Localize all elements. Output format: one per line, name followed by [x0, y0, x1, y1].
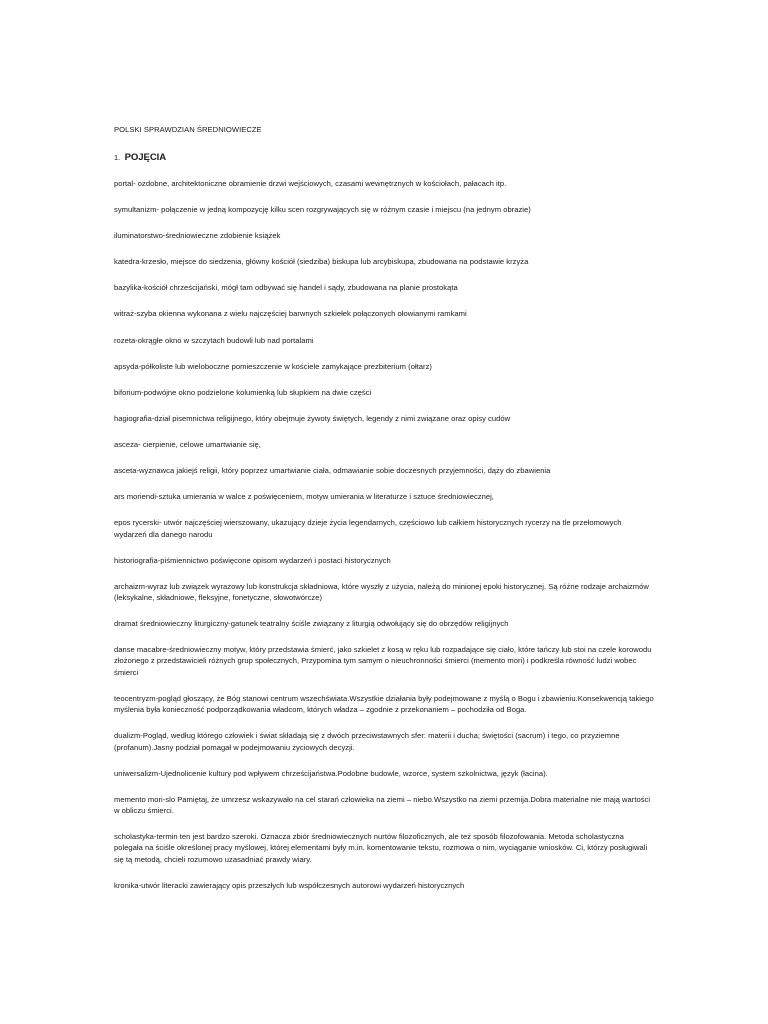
- definition-hagiografia: hagiografia-dział pisemnictwa religijnego, który obejmuje żywoty świętych, legendy z nimi związane oraz opisy cudów: [114, 413, 511, 423]
- definition-memento-mori: memento mori-slo Pamiętaj, że umrzesz wskazywało na cel starań człowieka na ziemi – niebo.Wszystko na ziemi przemija.Dobra materialne nie mają wartości w obliczu śmierci.: [114, 794, 651, 816]
- definition-dualizm: dualizm-Pogląd, według którego człowiek i świat składają się z dwóch przeciwstawnych sfer: materii i ducha; świętości (sacrum) i tego, co przyziemne (profanum).Jasny podział pomagał w podejmowaniu życiowych decyzji.: [114, 731, 620, 752]
- definition-archaizm: archaizm-wyraz lub związek wyrazowy lub konstrukcja składniowa, które wyszły z użycia, należą do minionej epoki historycznej. Są różne rodzaje archaizmów (leksykalne, składniowe, fleksyjne, fonetyczne, słowotwórcze): [114, 581, 649, 602]
- section-number: 1.: [114, 153, 121, 162]
- definition-uniwersalizm: uniwersalizm-Ujednolicenie kultury pod wpływem chrześcijaństwa.Podobne budowle, wzorce, system szkolnictwa, język (łacina).: [114, 768, 548, 778]
- definition-portal: portal- ozdobne, architektoniczne obramienie drzwi wejściowych, czasami wewnętrznych w kościołach, pałacach itp.: [114, 179, 507, 188]
- definition-symultanizm: symultanizm- połączenie w jedną kompozycję kilku scen rozgrywających się w różnym czasie i miejscu (na jednym obrazie): [114, 205, 531, 215]
- definition-historiografia: historiografia-piśmiennictwo poświęcone opisom wydarzeń i postaci historycznych: [114, 555, 391, 565]
- definition-katedra: katedra-krzesło, miejsce do siedzenia, główny kościół (siedziba) biskupa lub arcybiskupa, zbudowana na podstawie krzyża: [114, 257, 529, 267]
- definition-scholastyka: scholastyka-termin ten jest bardzo szeroki. Oznacza zbiór średniowiecznych nurtów filozoficznych, ale też sposób filozofowania. Metoda scholastyczna polegała na ściśle określonej pracy myślowej, której elementami były m.in. komentowanie tekstu, rozmowa o nim, wyciąganie wniosków. Ci, którzy posługiwali się tą metodą, chcieli rozumowo uzasadniać prawdy wiary.: [114, 832, 648, 864]
- definition-witraz: witraż-szyba okienna wykonana z wielu najczęściej barwnych szkiełek połączonych ołowianymi ramkami: [114, 309, 467, 319]
- document-title: POLSKI SPRAWDZIAN ŚREDNIOWIECZE: [114, 125, 262, 134]
- definition-list: [114, 178, 654, 891]
- definition-danse-macabre: danse macabre-średniowieczny motyw, który przedstawia śmierć, jako szkielet z kosą w ręku lub rozpadające się ciało, które tańczy lub stoi na czele korowodu złożonego z przedstawicieli różnych grup społecznych, Przypomina tym samym o nieuchronności śmierci (memento mori) i podkreśla równość ludzi wobec śmierci: [114, 645, 652, 677]
- definition-bazylika: bazylika-kościół chrześcijański, mógł tam odbywać się handel i sądy, zbudowana na planie prostokąta: [114, 283, 458, 293]
- definition-rozeta: rozeta-okrągłe okno w szczytach budowli lub nad portalami: [114, 335, 314, 345]
- definition-ars-moriendi: ars moriendi-sztuka umierania w walce z poświęceniem, motyw umierania w literaturze i sztuce średniowiecznej,: [114, 492, 494, 502]
- section-heading: [114, 149, 654, 165]
- document-body: [114, 124, 654, 906]
- definition-asceta: asceta-wyznawca jakiejś religii, który poprzez umartwianie ciała, odmawianie sobie doczesnych przyjemności, dąży do zbawienia: [114, 466, 551, 476]
- definition-dramat-liturgiczny: dramat średniowieczny liturgiczny-gatunek teatralny ściśle związany z liturgią odwołujący się do obrzędów religijnych: [114, 619, 509, 629]
- definition-teocentryzm: teocentryzm-pogląd głoszący, że Bóg stanowi centrum wszechświata.Wszystkie działania były podejmowane z myślą o Bogu i zbawieniu.Konsekwencją takiego myślenia była konieczność podporządkowania władcom, których władza – zgodnie z przekonaniem – pochodziła od Boga.: [114, 693, 654, 715]
- definition-biforium: biforium-podwójne okno podzielone kolumienką lub słupkiem na dwie części: [114, 387, 372, 397]
- definition-asceza: asceza- cierpienie, celowe umartwianie się,: [114, 439, 261, 449]
- definition-kronika: kronika-utwór literacki zawierający opis przeszłych lub współczesnych autorowi wydarzeń historycznych: [114, 880, 465, 890]
- definition-apsyda: apsyda-półkoliste lub wieloboczne pomieszczenie w kościele zamykające prezbiterium (ołtarz): [114, 361, 432, 371]
- definition-epos-rycerski: epos rycerski- utwór najczęściej wierszowany, ukazujący dzieje życia legendarnych, częściowo lub całkiem historycznych rycerzy na tle przełomowych wydarzeń dla danego narodu: [114, 518, 622, 539]
- definition-iluminatorstwo: iluminatorstwo-średniowieczne zdobienie książek: [114, 231, 281, 241]
- section-label: POJĘCIA: [124, 152, 167, 163]
